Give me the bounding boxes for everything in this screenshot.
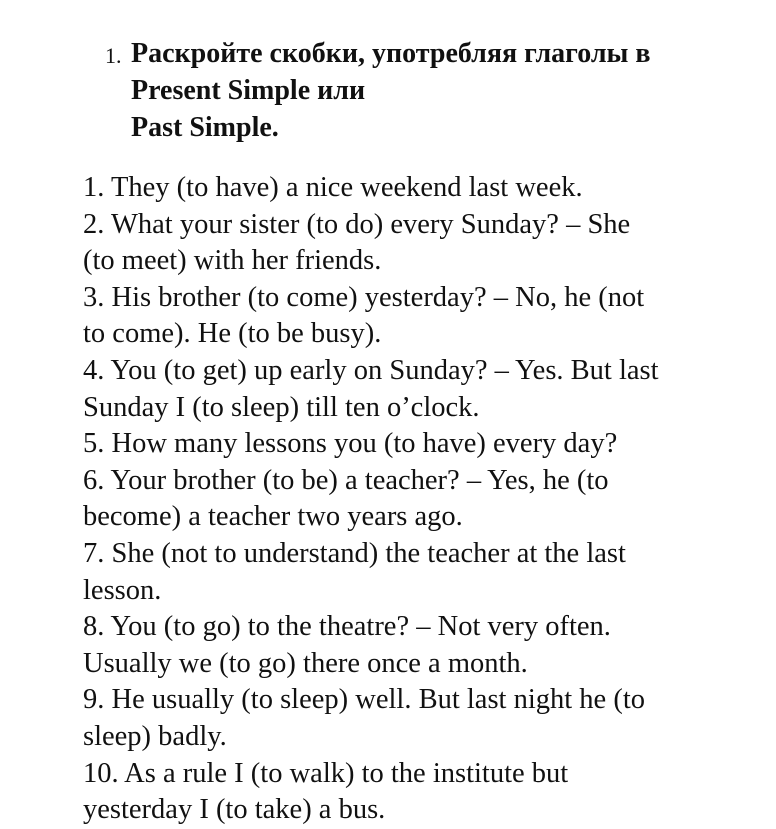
exercise-item-5: [83, 426, 753, 463]
exercise-line: 5. How many lessons you (to have) every day?: [83, 428, 618, 460]
exercise-line: 8. You (to go) to the theatre? – Not very often.: [83, 611, 611, 643]
exercise-item-10: [83, 756, 753, 829]
exercise-line: sleep) badly.: [83, 720, 227, 752]
exercise-line: Usually we (to go) there once a month.: [83, 647, 528, 679]
exercise-line: 6. Your brother (to be) a teacher? – Yes, he (to: [83, 464, 609, 496]
exercise-item-4: [83, 353, 753, 426]
exercise-item-1: [83, 170, 753, 207]
exercise-line: 2. What your sister (to do) every Sunday? – She: [83, 208, 631, 240]
exercise-list: [83, 170, 753, 829]
exercise-item-6: [83, 463, 753, 536]
exercise-item-3: [83, 280, 753, 353]
exercise-line: (to meet) with her friends.: [83, 245, 382, 277]
exercise-line: 3. His brother (to come) yesterday? – No, he (not: [83, 281, 645, 313]
exercise-line: 4. You (to get) up early on Sunday? – Yes. But last: [83, 354, 659, 386]
exercise-item-9: [83, 682, 753, 755]
exercise-line: 1. They (to have) a nice weekend last week.: [83, 172, 583, 203]
exercise-line: lesson.: [83, 574, 162, 606]
task-number: 1.: [105, 43, 122, 68]
exercise-line: 10. As a rule I (to walk) to the institute but: [83, 757, 569, 789]
task-title-line: Past Simple.: [131, 112, 279, 143]
exercise-item-8: [83, 609, 753, 682]
task-title: [131, 35, 751, 146]
exercise-item-2: [83, 207, 753, 280]
exercise-line: to come). He (to be busy).: [83, 318, 382, 350]
task-title-line: Present Simple или: [131, 75, 366, 106]
exercise-item-7: [83, 536, 753, 609]
exercise-line: become) a teacher two years ago.: [83, 501, 463, 533]
exercise-line: 9. He usually (to sleep) well. But last night he (to: [83, 684, 645, 716]
exercise-line: Sunday I (to sleep) till ten o’clock.: [83, 391, 480, 423]
exercise-line: yesterday I (to take) a bus.: [83, 794, 386, 826]
task-title-line: Раскройте скобки, употребляя глаголы в: [131, 38, 651, 69]
exercise-line: 7. She (not to understand) the teacher at the last: [83, 537, 626, 569]
